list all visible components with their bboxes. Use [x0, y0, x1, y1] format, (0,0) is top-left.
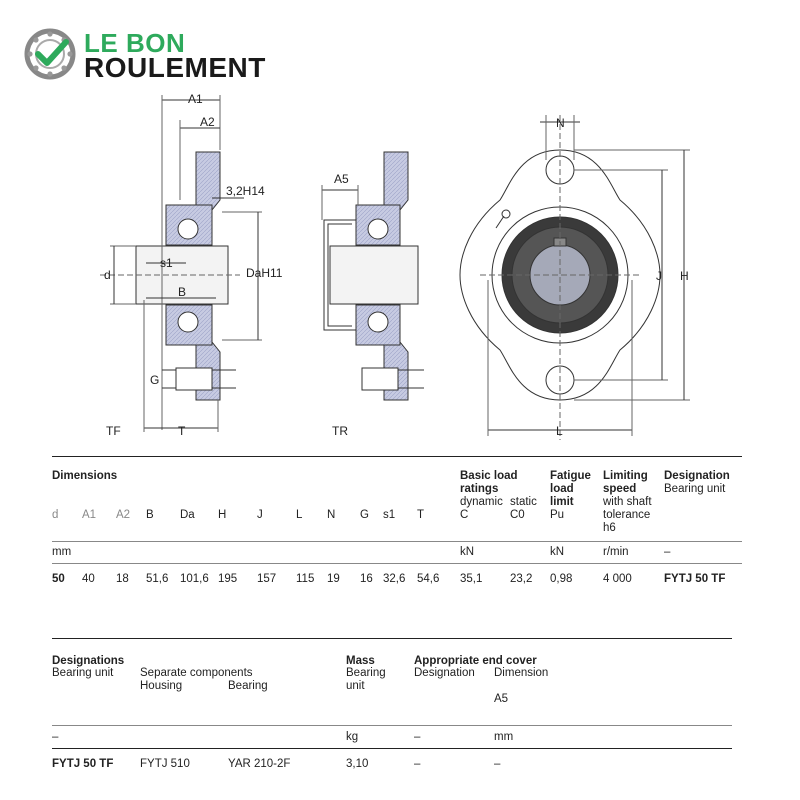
table2-top-rule	[52, 638, 732, 639]
designations-heading: Designations	[52, 655, 125, 667]
logo-line2: ROULEMENT	[84, 52, 266, 83]
t2-unit-mm: mm	[494, 731, 514, 743]
bearing-unit-heading: Bearing unit	[664, 483, 726, 495]
label-t: T	[178, 424, 186, 438]
t2-unit-dash-2: –	[414, 731, 421, 743]
col-da: Da	[180, 509, 195, 521]
col-a1: A1	[82, 509, 97, 521]
limiting-heading-1: Limiting	[603, 470, 648, 482]
label-g: G	[150, 373, 160, 387]
table2-unit-rule	[52, 748, 732, 749]
t2-val-bearing: YAR 210-2F	[228, 758, 291, 770]
static-label: static	[510, 496, 537, 508]
col-g: G	[360, 509, 369, 521]
val-a1: 40	[82, 573, 95, 585]
val-s1: 32,6	[383, 573, 406, 585]
table1-unit-rule	[52, 563, 742, 564]
t2-val-unit: FYTJ 50 TF	[52, 758, 114, 770]
mass-sub-2: unit	[346, 680, 365, 692]
t2-val-housing: FYTJ 510	[140, 758, 190, 770]
val-c: 35,1	[460, 573, 483, 585]
end-cover-designation: Designation	[414, 667, 475, 679]
dynamic-label: dynamic	[460, 496, 503, 508]
t2-val-cover-des: –	[414, 758, 421, 770]
table1-header-rule	[52, 541, 742, 542]
t2-unit-kg: kg	[346, 731, 359, 743]
label-tr: TR	[332, 424, 348, 438]
fatigue-heading-3: limit	[550, 496, 574, 508]
bearing-unit-subheading: Bearing unit	[52, 667, 114, 679]
col-l: L	[296, 509, 303, 521]
bearing-subheading: Bearing	[228, 680, 268, 692]
housing-subheading: Housing	[140, 680, 183, 692]
label-n: N	[556, 116, 565, 130]
col-n: N	[327, 509, 336, 521]
label-3-2h14: 3,2H14	[226, 184, 265, 198]
label-a1: A1	[188, 92, 203, 106]
table1-top-rule	[52, 456, 742, 457]
side-view-tr	[322, 152, 424, 400]
end-cover-heading: Appropriate end cover	[414, 655, 537, 667]
t2-unit-dash-1: –	[52, 731, 59, 743]
col-c: C	[460, 509, 469, 521]
shaft-tolerance-1: with shaft	[603, 496, 652, 508]
col-t: T	[417, 509, 425, 521]
unit-kn-2: kN	[550, 546, 565, 558]
val-a2: 18	[116, 573, 129, 585]
fatigue-heading-2: load	[550, 483, 574, 495]
val-t: 54,6	[417, 573, 440, 585]
col-h: H	[218, 509, 227, 521]
val-speed: 4 000	[603, 573, 632, 585]
t2-val-mass: 3,10	[346, 758, 369, 770]
val-da: 101,6	[180, 573, 209, 585]
logo-line1: LE BON	[84, 28, 186, 58]
separate-components-subheading: Separate components	[140, 667, 253, 679]
label-a5: A5	[334, 172, 349, 186]
label-j: J	[656, 269, 662, 283]
t2-val-cover-dim: –	[494, 758, 501, 770]
val-h: 195	[218, 573, 238, 585]
val-c0: 23,2	[510, 573, 533, 585]
label-l: L	[556, 424, 563, 438]
unit-mm: mm	[52, 546, 72, 558]
val-d: 50	[52, 573, 65, 585]
col-s1: s1	[383, 509, 396, 521]
val-l: 115	[296, 573, 315, 585]
end-cover-dimension: Dimension	[494, 667, 549, 679]
unit-dash: –	[664, 546, 671, 558]
basic-load-heading-2: ratings	[460, 483, 499, 495]
label-d: d	[104, 268, 111, 282]
limiting-heading-2: speed	[603, 483, 637, 495]
label-h: H	[680, 269, 689, 283]
label-b: B	[178, 285, 187, 299]
col-j: J	[257, 509, 263, 521]
fatigue-heading-1: Fatigue	[550, 470, 591, 482]
basic-load-heading-1: Basic load	[460, 470, 518, 482]
unit-rmin: r/min	[603, 546, 629, 558]
label-a2: A2	[200, 115, 215, 129]
col-a2: A2	[116, 509, 131, 521]
unit-kn-1: kN	[460, 546, 475, 558]
col-pu: Pu	[550, 509, 565, 521]
mass-sub-1: Bearing	[346, 667, 386, 679]
val-designation: FYTJ 50 TF	[664, 573, 726, 585]
col-d: d	[52, 509, 59, 521]
val-j: 157	[257, 573, 277, 585]
shaft-tolerance-3: h6	[603, 522, 616, 534]
table2-header-rule	[52, 725, 732, 726]
label-tf: TF	[106, 424, 121, 438]
label-da-h11: DaH11	[246, 266, 283, 280]
mass-heading: Mass	[346, 655, 375, 667]
col-c0: C0	[510, 509, 525, 521]
dimensions-heading: Dimensions	[52, 470, 118, 482]
col-b: B	[146, 509, 154, 521]
shaft-tolerance-2: tolerance	[603, 509, 651, 521]
val-g: 16	[360, 573, 373, 585]
designation-heading: Designation	[664, 470, 730, 482]
val-b: 51,6	[146, 573, 169, 585]
side-view-tf	[100, 95, 262, 432]
end-cover-a5: A5	[494, 693, 509, 705]
val-n: 19	[327, 573, 340, 585]
label-s1: s1	[160, 256, 173, 270]
val-pu: 0,98	[550, 573, 573, 585]
